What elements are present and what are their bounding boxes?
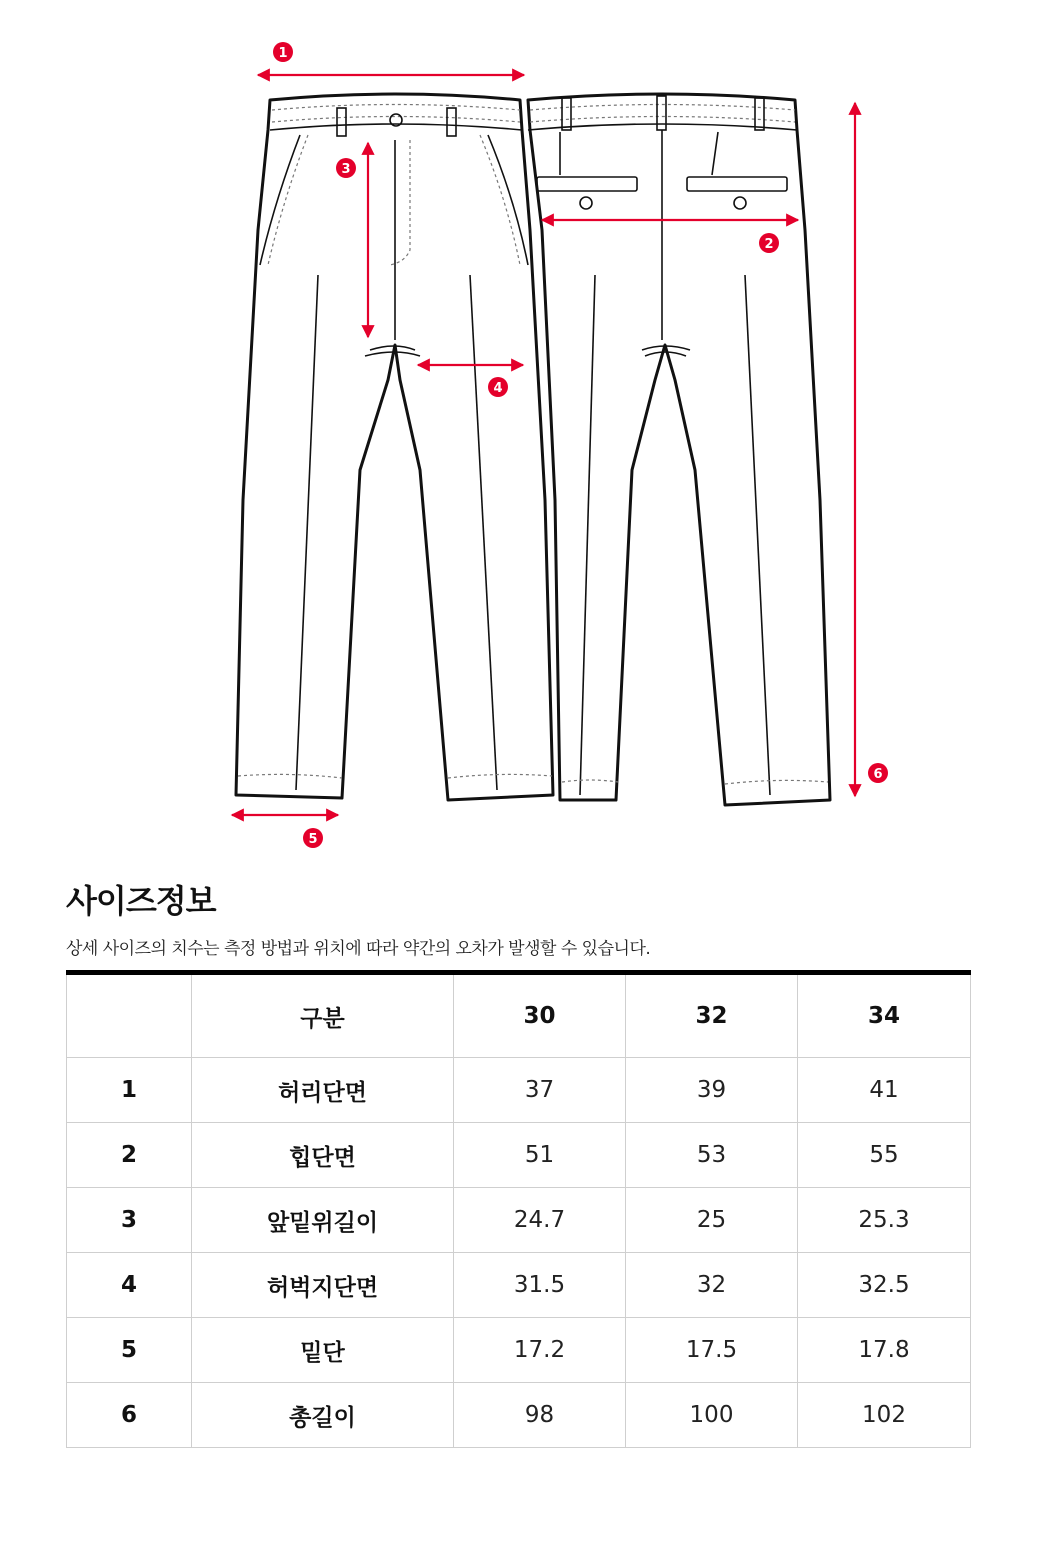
header-size-34: 34: [798, 973, 971, 1058]
row-index: 2: [67, 1123, 192, 1188]
row-label: 총길이: [192, 1383, 454, 1448]
svg-text:4: 4: [493, 381, 503, 396]
size-info-title: 사이즈정보: [66, 882, 216, 920]
row-value: 100: [626, 1383, 798, 1448]
row-index: 3: [67, 1188, 192, 1253]
svg-text:5: 5: [308, 832, 318, 847]
marker-5: [303, 828, 323, 848]
row-label: 허벅지단면: [192, 1253, 454, 1318]
svg-text:1: 1: [278, 46, 288, 61]
table-row: [67, 1253, 971, 1318]
row-index: 5: [67, 1318, 192, 1383]
svg-text:6: 6: [873, 767, 883, 782]
row-value: 24.7: [454, 1188, 626, 1253]
table-row: [67, 1058, 971, 1123]
marker-6: [868, 763, 888, 783]
table-row: [67, 1383, 971, 1448]
table-header-row: [67, 973, 971, 1058]
row-label: 밑단: [192, 1318, 454, 1383]
row-value: 51: [454, 1123, 626, 1188]
row-value: 39: [626, 1058, 798, 1123]
table-row: [67, 1188, 971, 1253]
marker-3: [336, 158, 356, 178]
svg-text:3: 3: [341, 162, 351, 177]
marker-2: [759, 233, 779, 253]
row-label: 허리단면: [192, 1058, 454, 1123]
row-value: 53: [626, 1123, 798, 1188]
header-index-cell: [67, 973, 192, 1058]
table-row: [67, 1123, 971, 1188]
front-view: [236, 94, 553, 800]
row-value: 25.3: [798, 1188, 971, 1253]
row-index: 1: [67, 1058, 192, 1123]
row-label: 앞밑위길이: [192, 1188, 454, 1253]
row-index: 4: [67, 1253, 192, 1318]
back-view: [528, 94, 830, 805]
size-table: [66, 970, 971, 1448]
row-value: 102: [798, 1383, 971, 1448]
svg-text:2: 2: [764, 237, 774, 252]
table-row: [67, 1318, 971, 1383]
size-info-note: 상세 사이즈의 치수는 측정 방법과 위치에 따라 약간의 오차가 발생할 수 있습니다.: [66, 939, 651, 959]
row-value: 31.5: [454, 1253, 626, 1318]
row-value: 17.8: [798, 1318, 971, 1383]
header-size-30: 30: [454, 973, 626, 1058]
marker-1: [273, 42, 293, 62]
back-pants-outline: [528, 94, 830, 805]
row-value: 17.5: [626, 1318, 798, 1383]
row-value: 32: [626, 1253, 798, 1318]
header-size-32: 32: [626, 973, 798, 1058]
row-value: 41: [798, 1058, 971, 1123]
row-value: 17.2: [454, 1318, 626, 1383]
row-value: 32.5: [798, 1253, 971, 1318]
marker-4: [488, 377, 508, 397]
row-value: 55: [798, 1123, 971, 1188]
row-index: 6: [67, 1383, 192, 1448]
row-value: 37: [454, 1058, 626, 1123]
row-value: 98: [454, 1383, 626, 1448]
header-category-cell: 구분: [192, 973, 454, 1058]
row-value: 25: [626, 1188, 798, 1253]
row-label: 힙단면: [192, 1123, 454, 1188]
